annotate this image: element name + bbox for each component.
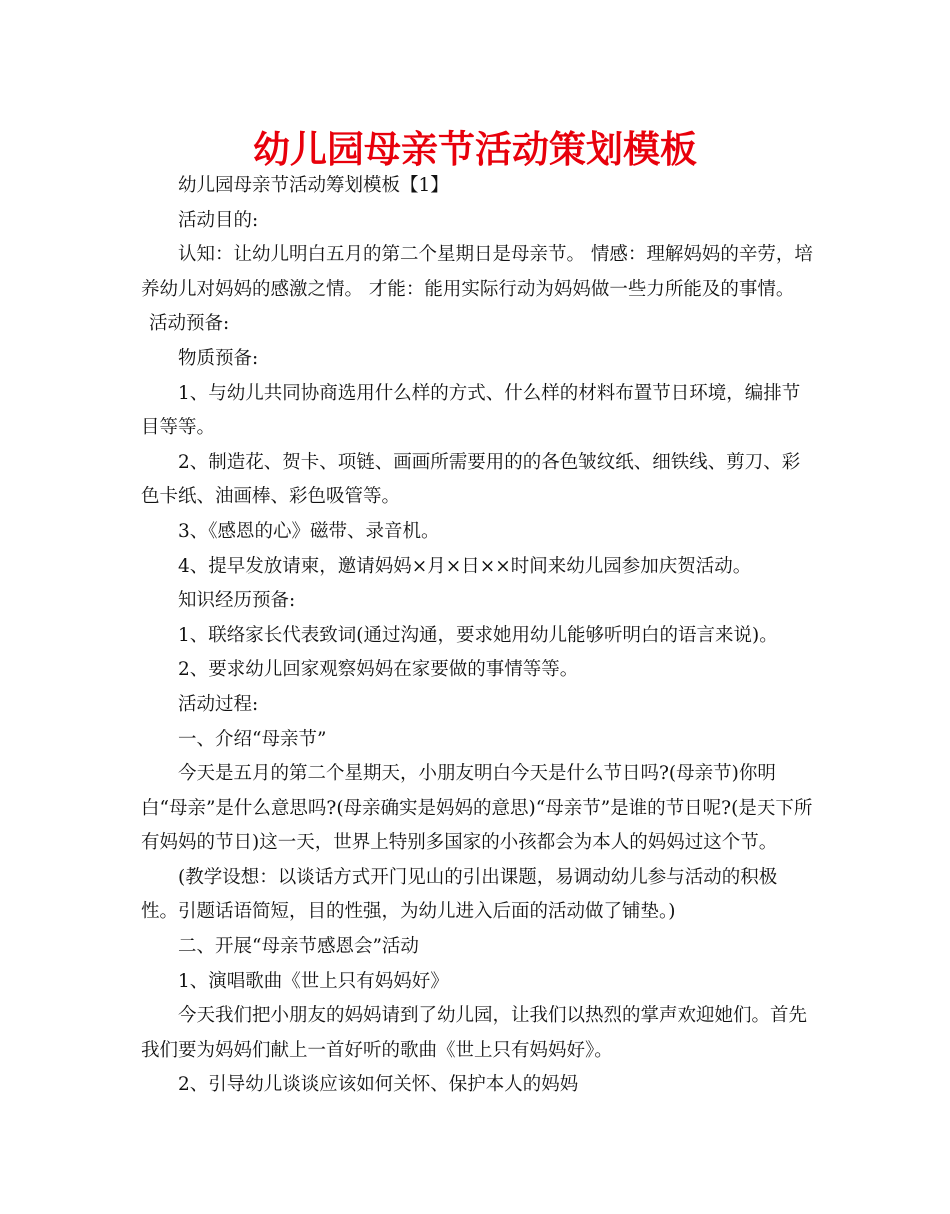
- paragraph-material-3: 3、《感恩的心》磁带、录音机。: [178, 520, 440, 542]
- paragraph-preparation-heading: 活动预备:: [149, 313, 230, 335]
- paragraph-goals: 认知：让幼儿明白五月的第二个星期日是母亲节。 情感：理解妈妈的辛劳，培养幼儿对妈妈的感激之情。 才能：能用实际行动为妈妈做一些力所能及的事情。: [141, 244, 813, 300]
- paragraph-process-heading: 活动过程:: [178, 693, 259, 715]
- paragraph-material-4: 4、提早发放请柬，邀请妈妈×月×日××时间来幼儿园参加庆贺活动。: [178, 555, 752, 577]
- paragraph-knowledge-2: 2、要求幼儿回家观察妈妈在家要做的事情等等。: [178, 659, 579, 681]
- paragraph-song-text: 今天我们把小朋友的妈妈请到了幼儿园，让我们以热烈的掌声欢迎她们。首先我们要为妈妈们献上一首好听的歌曲《世上只有妈妈好》。: [141, 1005, 808, 1061]
- paragraph-knowledge-heading: 知识经历预备:: [178, 590, 296, 612]
- paragraph-knowledge-1: 1、联络家长代表致词(通过沟通，要求她用幼儿能够听明白的语言来说)。: [178, 624, 778, 646]
- paragraph-material-1: 1、与幼儿共同协商选用什么样的方式、什么样的材料布置节日环境，编排节目等等。: [141, 382, 801, 439]
- paragraph-teaching-note: (教学设想：以谈话方式开门见山的引出课题，易调动幼儿参与活动的积极性。引题话语简短，目的性强，为幼儿进入后面的活动做了铺垫。): [141, 866, 778, 923]
- paragraph-intro-text: 今天是五月的第二个星期天，小朋友明白今天是什么节日吗?(母亲节)你明白“母亲”是什么意思吗?(母亲确实是妈妈的意思)“母亲节”是谁的节日呢?(是天下所有妈妈的节日)这一天，世界上特别多国家的小孩都会为本人的妈妈过这个节。: [141, 763, 813, 854]
- paragraph-section-two: 二、开展“母亲节感恩会”活动: [178, 936, 419, 958]
- paragraph-material-2: 2、制造花、贺卡、项链、画画所需要用的的各色皱纹纸、细铁线、剪刀、彩色卡纸、油画棒、彩色吸管等。: [141, 451, 801, 508]
- paragraph-care-heading: 2、引导幼儿谈谈应该如何关怀、保护本人的妈妈: [178, 1074, 579, 1096]
- paragraph-material-heading: 物质预备:: [178, 347, 259, 369]
- paragraph-song-heading: 1、演唱歌曲《世上只有妈妈好》: [178, 970, 449, 992]
- document-body: [141, 169, 813, 1103]
- document-title: 幼儿园母亲节活动策划模板: [253, 128, 697, 171]
- paragraph-subtitle: 幼儿园母亲节活动筹划模板【1】: [178, 175, 449, 196]
- paragraph-goal-heading: 活动目的:: [178, 209, 259, 231]
- paragraph-section-one: 一、介绍“母亲节”: [178, 728, 327, 750]
